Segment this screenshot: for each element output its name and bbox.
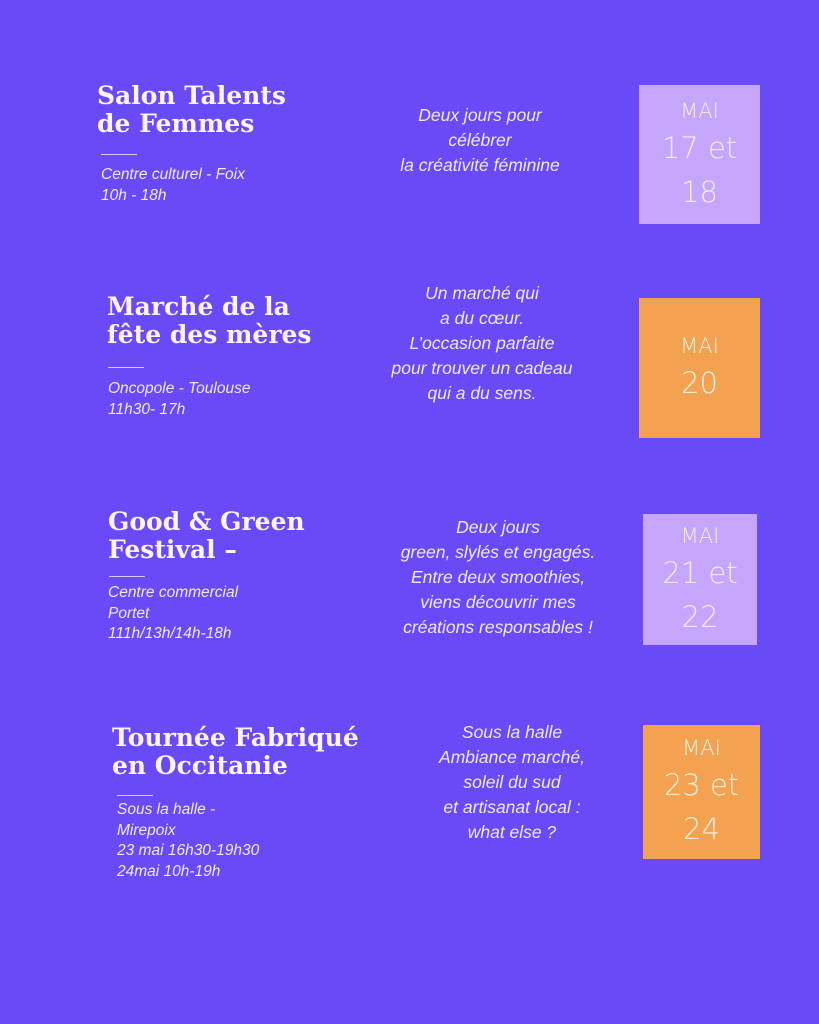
- event-title-line: Festival –: [108, 535, 237, 564]
- description-line: viens découvrir mes: [420, 592, 576, 612]
- event-description: [350, 103, 610, 178]
- event-title: [112, 724, 359, 780]
- divider: [108, 367, 144, 368]
- description-line: célébrer: [448, 130, 512, 150]
- date-badge: [643, 514, 757, 645]
- event-info: [108, 379, 250, 420]
- description-line: green, slylés et engagés.: [400, 542, 596, 562]
- event-title-line: fête des mères: [107, 320, 312, 349]
- event-location: Portet: [108, 604, 150, 622]
- event-title-line: de Femmes: [97, 109, 255, 138]
- date-month: MAI: [680, 523, 720, 548]
- date-day: 18: [681, 174, 718, 209]
- date-month: MAI: [680, 334, 719, 358]
- date-day: 17 et: [661, 130, 738, 165]
- event-location: Oncopole - Toulouse: [108, 380, 251, 397]
- event-title: [97, 82, 286, 138]
- date-day: 24: [683, 812, 720, 846]
- event-title-line: en Occitanie: [112, 751, 288, 780]
- date-badge: [639, 85, 760, 224]
- divider: [117, 795, 153, 796]
- event-location: Centre culturel - Foix: [101, 166, 245, 183]
- event-description: [352, 281, 612, 406]
- event-location: Centre commercial: [108, 584, 239, 601]
- description-line: Un marché qui: [425, 283, 539, 303]
- description-line: a du cœur.: [440, 308, 524, 328]
- description-line: Ambiance marché,: [439, 747, 585, 767]
- date-month: MAI: [680, 98, 719, 123]
- description-line: Deux jours: [456, 517, 540, 537]
- event-info: [117, 800, 259, 882]
- description-line: pour trouver un cadeau: [391, 358, 573, 378]
- date-day: 20: [681, 366, 718, 400]
- divider: [109, 576, 145, 577]
- description-line: Deux jours pour: [418, 105, 542, 125]
- divider: [101, 154, 137, 155]
- event-hours: 24mai 10h-19h: [117, 862, 221, 880]
- description-line: Entre deux smoothies,: [410, 567, 586, 587]
- event-title: [107, 293, 312, 349]
- date-month: MAI: [682, 736, 721, 760]
- event-description: [382, 720, 642, 845]
- description-line: Sous la halle: [461, 722, 563, 742]
- description-line: what else ?: [467, 822, 557, 842]
- description-line: L’occasion parfaite: [409, 333, 555, 353]
- date-badge: [643, 725, 760, 859]
- event-hours: 111h/13h/14h-18h: [108, 625, 232, 642]
- event-description: [370, 515, 626, 640]
- event-title-line: Salon Talents: [97, 81, 286, 110]
- date-day: 21 et: [662, 555, 738, 590]
- event-title-line: Tournée Fabriqué: [112, 723, 359, 752]
- event-location: Mirepoix: [117, 821, 176, 839]
- event-hours: 11h30- 17h: [108, 400, 186, 418]
- date-badge: [639, 298, 760, 438]
- description-line: la créativité féminine: [400, 155, 560, 175]
- event-title: [108, 508, 305, 564]
- event-hours: 10h - 18h: [101, 186, 167, 204]
- date-day: 23 et: [663, 768, 740, 802]
- description-line: et artisanat local :: [443, 797, 581, 817]
- event-title-line: Marché de la: [107, 292, 290, 321]
- event-info: [101, 165, 245, 206]
- event-hours: 23 mai 16h30-19h30: [117, 842, 260, 859]
- description-line: créations responsables !: [403, 617, 593, 637]
- event-location: Sous la halle -: [117, 801, 216, 818]
- event-info: [108, 583, 238, 645]
- event-title-line: Good & Green: [108, 507, 305, 536]
- description-line: qui a du sens.: [427, 383, 537, 403]
- description-line: soleil du sud: [463, 772, 561, 792]
- date-day: 22: [681, 599, 719, 634]
